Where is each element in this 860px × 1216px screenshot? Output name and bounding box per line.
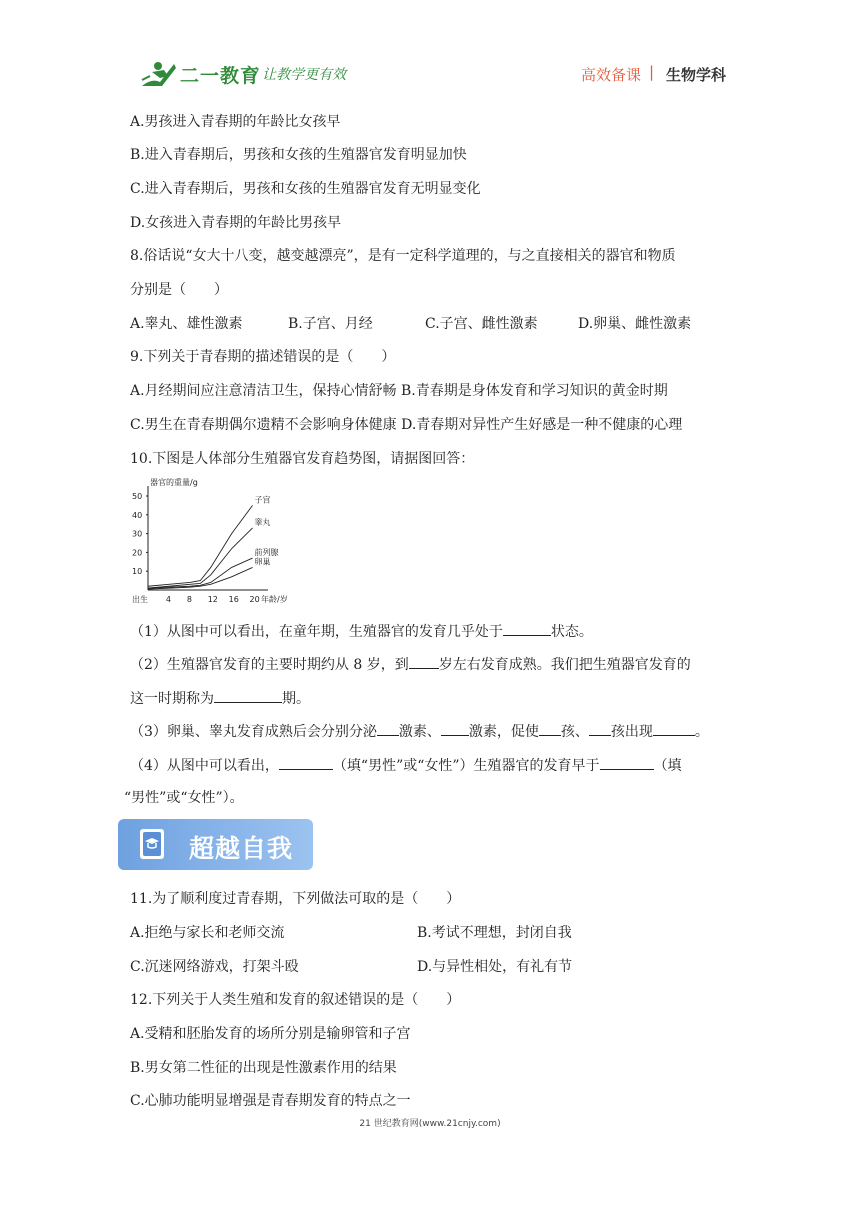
q10-part4-text-a: （4）从图中可以看出，	[130, 758, 279, 774]
q10-part2-text-d: 期。	[282, 691, 310, 707]
book-graduation-icon	[136, 827, 170, 861]
q8-option-c: C.子宫、雌性激素	[425, 316, 538, 332]
q10-part3-blank-1[interactable]	[377, 721, 399, 736]
page-header	[0, 0, 860, 100]
x-tick-label: 16	[228, 595, 239, 604]
q11-stem: 11.为了顺利度过青春期，下列做法可取的是（ ）	[130, 891, 461, 907]
q8-stem-line2: 分别是（ ）	[130, 282, 228, 298]
organ-development-chart	[130, 478, 310, 608]
series-label: 睾丸	[254, 517, 271, 527]
q10-part3-blank-5[interactable]	[653, 721, 695, 736]
q7-option-d: D.女孩进入青春期的年龄比男孩早	[130, 215, 342, 231]
y-axis-label: 器官的重量/g	[150, 478, 198, 487]
header-subject: 生物学科	[666, 66, 727, 84]
q10-stem: 10.下图是人体部分生殖器官发育趋势图，请据图回答：	[130, 451, 475, 467]
q10-part3-text-a: （3）卵巢、睾丸发育成熟后会分别分泌	[130, 724, 377, 740]
q9-stem: 9.下列关于青春期的描述错误的是（ ）	[130, 349, 396, 365]
page-footer: 21 世纪教育网(www.21cnjy.com)	[359, 1119, 501, 1129]
q10-part3-text-d: 孩、	[560, 724, 589, 740]
q10-part3-text-b: 激素、	[398, 724, 441, 740]
q11-option-d: D.与异性相处，有礼有节	[417, 959, 573, 975]
banner-title: 超越自我	[189, 834, 294, 863]
q10-part3-blank-4[interactable]	[589, 721, 611, 736]
q10-part2-blank-period[interactable]	[214, 688, 282, 703]
x-tick-label: 8	[186, 595, 192, 604]
series-label: 子宫	[254, 495, 271, 505]
q10-part4-blank-2[interactable]	[600, 755, 654, 770]
q10-part2-text-b: 岁左右发育成熟。我们把生殖器官发育的	[438, 657, 691, 673]
q10-part1	[130, 621, 593, 641]
x-tick-label: 4	[165, 595, 172, 604]
q7-option-c: C.进入青春期后，男孩和女孩的生殖器官发育无明显变化	[130, 181, 481, 197]
q10-part3	[130, 721, 709, 741]
series-line-卵巢	[148, 567, 253, 589]
q11-option-c: C.沉迷网络游戏，打架斗殴	[130, 959, 299, 975]
header-tag-efficient: 高效备课	[581, 66, 642, 84]
y-tick-label: 20	[132, 548, 143, 558]
q8-option-b: B.子宫、月经	[288, 316, 373, 332]
chart-series	[148, 505, 253, 589]
q10-part2-blank-age[interactable]	[409, 654, 439, 669]
q8-option-d: D.卵巢、雌性激素	[578, 316, 692, 332]
q10-part4-cont: “男性”或“女性”）。	[124, 790, 244, 806]
q10-part3-text-e: 孩出现	[610, 724, 653, 740]
x-tick-label: 20	[249, 595, 260, 604]
q10-part3-blank-3[interactable]	[539, 721, 561, 736]
q12-option-a: A.受精和胚胎发育的场所分别是输卵管和子宫	[130, 1026, 411, 1042]
q10-part3-blank-2[interactable]	[441, 721, 469, 736]
x-tick-label: 12	[207, 595, 218, 604]
q10-part3-text-f: 。	[694, 724, 709, 740]
logo-text: 二一教育	[180, 65, 261, 87]
q11-option-a: A.拒绝与家长和老师交流	[130, 925, 285, 941]
q10-part1-text-b: 状态。	[550, 624, 593, 640]
y-tick-label: 30	[132, 529, 143, 539]
y-tick-label: 50	[132, 492, 143, 501]
q10-part4-text-c: （填	[653, 758, 682, 774]
x-axis-label: 年龄/岁	[261, 595, 288, 604]
series-label: 卵巢	[254, 557, 271, 567]
chart-labels	[132, 478, 288, 604]
q10-part4	[130, 755, 682, 775]
q12-option-c: C.心肺功能明显增强是青春期发育的特点之一	[130, 1093, 411, 1109]
header-separator: |	[649, 63, 655, 81]
series-line-睾丸	[148, 528, 253, 588]
q8-option-a: A.睾丸、雄性激素	[130, 316, 243, 332]
q9-options-ab: A.月经期间应注意清洁卫生，保持心情舒畅 B.青春期是身体发育和学习知识的黄金时期	[130, 383, 668, 399]
q10-part1-blank[interactable]	[503, 621, 551, 636]
series-label: 前列腺	[254, 548, 279, 558]
q10-part3-text-c: 激素，促使	[468, 724, 539, 740]
q12-option-b: B.男女第二性征的出现是性激素作用的结果	[130, 1060, 397, 1076]
q10-part2-text-a: （2）生殖器官发育的主要时期约从 8 岁，到	[130, 657, 409, 673]
q10-part2-cont	[130, 688, 310, 708]
q10-part2	[130, 654, 691, 674]
q9-options-cd: C.男生在青春期偶尔遗精不会影响身体健康 D.青春期对异性产生好感是一种不健康的心理	[130, 417, 683, 433]
q10-part4-blank-1[interactable]	[279, 755, 333, 770]
y-tick-label: 10	[132, 567, 143, 577]
q10-part2-text-c: 这一时期称为	[130, 691, 214, 707]
x-tick-label: 出生	[132, 595, 148, 604]
slogan: / 让教学更有效	[253, 67, 347, 83]
runner-logo-icon	[138, 58, 178, 90]
q11-option-b: B.考试不理想，封闭自我	[417, 925, 572, 941]
q10-part4-text-b: （填“男性”或“女性”）生殖器官的发育早于	[332, 758, 600, 774]
q8-stem-line1: 8.俗话说“女大十八变，越变越漂亮”，是有一定科学道理的，与之直接相关的器官和物质	[130, 248, 676, 264]
q7-option-a: A.男孩进入青春期的年龄比女孩早	[130, 114, 341, 130]
q7-option-b: B.进入青春期后，男孩和女孩的生殖器官发育明显加快	[130, 147, 467, 163]
q10-part1-text-a: （1）从图中可以看出，在童年期，生殖器官的发育几乎处于	[130, 624, 503, 640]
chart-axes	[146, 486, 268, 590]
y-tick-label: 40	[132, 510, 143, 520]
q12-stem: 12.下列关于人类生殖和发育的叙述错误的是（ ）	[130, 992, 461, 1008]
